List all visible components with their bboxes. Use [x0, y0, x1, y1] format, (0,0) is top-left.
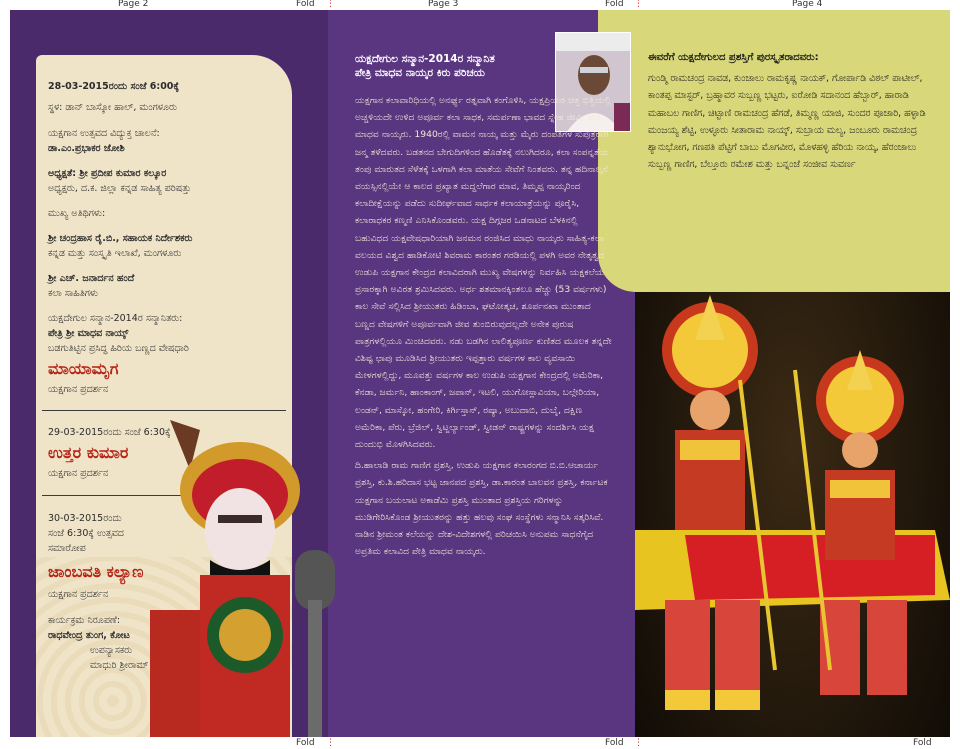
- bio-title: [355, 52, 555, 80]
- bottom-fold-marker-2: ⋮: [634, 738, 643, 748]
- president-role: ಅಧ್ಯಕ್ಷರು, ದ.ಕ. ಜಿಲ್ಲಾ ಕನ್ನಡ ಸಾಹಿತ್ಯ ಪರಿಷತ್ತು: [48, 183, 192, 194]
- event3-date: 30-03-2015ರಂದು: [48, 513, 122, 524]
- inauguration-label: ಯಕ್ಷಗಾನ ಉತ್ಸವದ ವಿದ್ಯುಕ್ತ ಚಾಲನೆ:: [48, 128, 160, 139]
- event2-date: 29-03-2015ರಂದು ಸಂಜೆ 6:30ಕ್ಕೆ: [48, 427, 171, 438]
- event3-time: ಸಂಜೆ 6:30ಕ್ಕೆ ಉತ್ಸವದ: [48, 528, 124, 539]
- show2-title: ಉತ್ತರ ಕುಮಾರ: [48, 443, 129, 462]
- bottom-fold-label-1: Fold: [296, 738, 315, 748]
- fold-label-1: Fold: [296, 0, 315, 9]
- fold-marker-1: ⋮: [326, 0, 335, 9]
- fold-marker-2: ⋮: [634, 0, 643, 9]
- president-line: ಅಧ್ಯಕ್ಷತೆ: ಶ್ರೀ ಪ್ರದೀಪ ಕುಮಾರ ಕಲ್ಕೂರ: [48, 168, 167, 179]
- awardee-label: ಯಕ್ಷದೇಗುಲ ಸನ್ಮಾನ-2014ರ ಸನ್ಮಾನಿತರು:: [48, 313, 183, 324]
- host-label: ಕಾರ್ಯಕ್ರಮ ನಿರೂಪಣೆ:: [48, 615, 121, 626]
- host2-name: ಮಾಧುರಿ ಶ್ರೀರಾಮ್: [90, 660, 149, 671]
- inaugurator-name: ಡಾ.ಎಂ.ಪ್ರಭಾಕರ ಜೋಶಿ: [48, 143, 125, 154]
- show3-subtitle: ಯಕ್ಷಗಾನ ಪ್ರದರ್ಶನ: [48, 589, 109, 600]
- show2-subtitle: ಯಕ್ಷಗಾನ ಪ್ರದರ್ಶನ: [48, 468, 109, 479]
- page2-label: Page 2: [118, 0, 149, 9]
- guest1-name: ಶ್ರೀ ಚಂದ್ರಹಾಸ ರೈ.ಬಿ., ಸಹಾಯಕ ನಿರ್ದೇಶಕರು: [48, 233, 193, 244]
- bio-text: [355, 92, 613, 560]
- guest2-role: ಕಲಾ ಸಾಹಿತಿಗಳು: [48, 288, 99, 299]
- show1-subtitle: ಯಕ್ಷಗಾನ ಪ್ರದರ್ಶನ: [48, 384, 109, 395]
- event1-date: 28-03-2015ರಂದು ಸಂಜೆ 6:00ಕ್ಕೆ: [48, 81, 179, 92]
- bio-title-line2: ಪೇತ್ರಿ ಮಾಧವ ನಾಯ್ಕರ ಕಿರು ಪರಿಚಯ: [355, 67, 485, 79]
- bottom-fold-label-3: Fold: [913, 738, 932, 748]
- bottom-fold-label-2: Fold: [605, 738, 624, 748]
- show3-title: ಜಾಂಬವತಿ ಕಲ್ಯಾಣ: [48, 562, 144, 581]
- host1-name: ರಾಧವೇಂದ್ರ ತುಂಗ, ಕೋಟ: [48, 630, 130, 641]
- show1-title: ಮಾಯಾಮೃಗ: [48, 359, 119, 378]
- event3-closing: ಸಮಾರೋಪ: [48, 543, 86, 554]
- guest1-role: ಕನ್ನಡ ಮತ್ತು ಸಂಸ್ಕೃತಿ ಇಲಾಖೆ, ಮಂಗಳೂರು: [48, 248, 182, 259]
- bio-title-line1: ಯಕ್ಷದೇಗುಲ ಸನ್ಮಾನ-2014ರ ಸನ್ಮಾನಿತ: [355, 53, 495, 65]
- awardee-name: ಪೇತ್ರಿ ಶ್ರೀ ಮಾಧವ ನಾಯ್ಕ್: [48, 328, 129, 339]
- bottom-fold-marker-1: ⋮: [326, 738, 335, 748]
- bio-paragraph-1: ಯಕ್ಷಗಾನ ಕಲಾವಾರಿಧಿಯಲ್ಲಿ ಅನರ್ಘ್ಯ ರತ್ನವಾಗಿ ಕಂಗೊಳಿಸಿ, ಯಕ್ಷಪ್ರಿಯರ ಚಿತ್ತ ಭಿತ್ತಿಯಲ್ಲಿ ಅಚ್ಚಳಿಯದೇ ಉಳಿದ ಅಪೂರ್ವ ಕಲಾ ಸಾಧಕ, ಸಮರ್ಪಣಾ ಭಾವದ ಸ್ನೇಹ ಜೀವಿ, ಪೇತ್ರಿ ಮಾಧವ ನಾಯ್ಕರು. 1940ರಲ್ಲಿ ವಾಮನ ನಾಯ್ಕ ಮತ್ತು ಮೈರು ದಂಪತಿಗಳ ಸುಪುತ್ರರಾಗಿ ಜನ್ಮ ತಳೆದವರು. ಬಡತನದ ಬೇಗುದಿಗಳಿಂದ ಹೊಡೆತಕ್ಕೆ ನಲುಗಿದರೂ, ಕಲಾ ಸಂಪನ್ನತೆಯ ತಂಪು ಮಾರುತದ ಸೆಳೆತಕ್ಕೆ ಒಳಗಾಗಿ ಕಲಾ ಮಾತೆಯ ಸೇವೆಗೆ ನಿಂತವರು. ತನ್ನ ಹದಿನಾಲ್ಕನೆ ವಯಸ್ಸಿನಲ್ಲಿಯೇ ಆ ಕಾಲದ ಪ್ರಖ್ಯಾತ ಮದ್ದಲೆಗಾರ ಮಾವ, ತಿಮ್ಮಪ್ಪ ನಾಯ್ಕರಿಂದ ಕಲಾದೀಕ್ಷೆಯನ್ನು ಪಡೆದು ಸುದೀರ್ಘವಾದ ಸಾರ್ಥಕ ಕಲಾಯಾತ್ರೆಯನ್ನು ಪೂರೈಸಿ, ಕಲಾರಾಧಕರ ಕಣ್ಮಣಿ ಎನಿಸಿಕೊಂಡವರು. ಯಕ್ಷ ದಿಗ್ಗಜರ ಒಡನಾಟದ ಬೆಳಕಿನಲ್ಲಿ ಬಹುವಿಧದ ಯಕ್ಷವೇಷಧಾರಿಯಾಗಿ ಜನಮನ ರಂಜಿಸಿದ ಮಾಧು ನಾಯ್ಕರು ಸಾಹಿತ್ಯ-ಕಲಾ ವಲಯದ ವಿಶ್ವದ ಹಾಡಿಕೋಟಿ ಶಿವರಾಮ ಕಾರಂತರ ಗರಡಿಯಲ್ಲಿ ಪಳಗಿ ಅವರ ನೇತೃತ್ವದ ಉಡುಪಿ ಯಕ್ಷಗಾನ ಕೇಂದ್ರದ ಕಲಾವಿದರಾಗಿ ಮುಖ್ಯ ವೇಷಗಳನ್ನು ನಿರ್ವಹಿಸಿ ಯಕ್ಷಕಲೆಯ ಪ್ರಸಾರಕ್ಕಾಗಿ ಅವಿರತ ಶ್ರಮಿಸಿದವರು. ಅರ್ಧ ಶತಮಾನಕ್ಕಿಂತಲೂ ಹೆಚ್ಚು (53 ವರ್ಷಗಳು) ಕಾಲ ಸೇವೆ ಸಲ್ಲಿಸಿದ ಶ್ರೀಯುತರು ಹಿಡಿಂಬಾ, ಘಟೋತ್ಕಚ, ಶೂರ್ಪನಖಾ ಮುಂತಾದ ಬಣ್ಣದ ವೇಷಗಳಿಗೆ ಅಪೂರ್ವವಾಗಿ ಜೀವ ತುಂಬಿರುವುದಲ್ಲದೇ ಅನೇಕ ಪುರುಷ ಪಾತ್ರಗಳಲ್ಲಿಯೂ ಮಿಂಚಿದವರು. ನಡು ಬಡಗಿನ ಲಾಲಿತ್ಯಪೂರ್ಣ ಕುಣಿತದ ಮೂಲಕ ತನ್ನದೇ ವಿಶಿಷ್ಟ ಛಾಪು ಮೂಡಿಸಿದ ಶ್ರೀಯುತರು ಇಪ್ಪತ್ತಾರು ವರ್ಷಗಳ ಕಾಲ ವ್ಯವಸಾಯಿ ಮೇಳಗಳಲ್ಲಿದ್ದು, ಮೂವತ್ತು ವರ್ಷಗಳ ಕಾಲ ಉಡುಪಿ ಯಕ್ಷಗಾನ ಕೇಂದ್ರದಲ್ಲಿ ಅಮೆರಿಕಾ, ಕೆನಡಾ, ಜರ್ಮನಿ, ಹಾಂಕಾಂಗ್, ಜಪಾನ್, ಇಟಲಿ, ಯುಗೋಸ್ಲಾವಿಯಾ, ಬಲ್ಗೇರಿಯಾ, ಲಂಡನ್, ಮಾಸ್ಕೋ, ಹಂಗೇರಿ, ಕಿರ್ಗಿಸ್ತಾನ್, ರಷ್ಯಾ, ಅಬುದಾಬಿ, ದುಬೈ, ದಕ್ಷಿಣ ಅಮೆರಿಕಾ, ಪೆರು, ಬ್ರೆಜಿಲ್, ಸ್ವಿಟ್ಜರ್ಲ್ಯಾಂಡ್, ಸ್ವೀಡನ್ ರಾಷ್ಟ್ರಗಳನ್ನು ಸಂದರ್ಶಿಸಿ ಯಕ್ಷ ದುಂದುಭಿ ಮೊಳಗಿಸಿದವರು.: [355, 95, 612, 451]
- guests-label: ಮುಖ್ಯ ಅತಿಥಿಗಳು:: [48, 208, 106, 219]
- page4-label: Page 4: [792, 0, 823, 9]
- yakshagana-character-figure: [130, 420, 350, 737]
- awardee-desc: ಬಡಗುತಿಟ್ಟಿನ ಪ್ರಸಿದ್ಧ ಹಿರಿಯ ಬಣ್ಣದ ವೇಷಧಾರಿ: [48, 343, 189, 354]
- page3-label: Page 3: [428, 0, 459, 9]
- event1-venue: ಸ್ಥಳ: ಡಾನ್ ಬಾಸ್ಕೋ ಹಾಲ್, ಮಂಗಳೂರು: [48, 102, 178, 113]
- top-print-bar: [0, 0, 960, 10]
- host1-role: ಉಪನ್ಯಾಸಕರು: [90, 645, 133, 656]
- awardees-title: ಈವರೆಗೆ ಯಕ್ಷದೇಗುಲದ ಪ್ರಶಸ್ತಿಗೆ ಪುರಸ್ಕೃತರಾದವರು:: [648, 52, 819, 63]
- fold-label-2: Fold: [605, 0, 624, 9]
- awardees-list: ಗುಂಡ್ಮಿ ರಾಮಚಂದ್ರ ನಾವಡ, ಕುಂಜಾಲು ರಾಮಕೃಷ್ಣ ನಾಯಕ್, ಗೋರ್ಪಾಡಿ ವಿಠಲ್ ಪಾಟೀಲ್, ಕಾಂತಪ್ಪ ಮಾಸ್ಟರ್, ಬ್ರಹ್ಮಾವರ ಸುಬ್ಬಣ್ಣ ಭಟ್ಟರು, ಐರೋಡಿ ಸದಾನಂದ ಹೆಬ್ಬಾರ್, ಹಾರಾಡಿ ಮಹಾಬಲ ಗಾಣಿಗ, ಚಿಟ್ಟಾಣಿ ರಾಮಚಂದ್ರ ಹೆಗಡೆ, ತಿಮ್ಮಣ್ಣ ಯಾಜಿ, ಸುಂದರ ಪೂಜಾರಿ, ಹಳ್ಳಾಡಿ ಮಂಜಯ್ಯ ಶೆಟ್ಟಿ, ಉಳ್ಳೂರು ಸೀತಾರಾಮ ನಾಯ್ಕ್, ಸುಬ್ರಾಯ ಮಲ್ಯ, ಜಂಬೂರು ರಾಮಚಂದ್ರ ಶ್ಯಾನುಭೋಗ, ಗಣಪತಿ ಪೆಟ್ಟಿಗೆ ಬಾಬು ಮೊಗವೀರ, ಮೊಳಹಳ್ಳಿ ಹೆರಿಯ ನಾಯ್ಕ, ಹೆರಂಜಾಲು ಸುಬ್ಬಣ್ಣ ಗಾಣಿಗ, ಬೆಲ್ತೂರು ರಮೇಶ ಮತ್ತು ಬನ್ನಂಜೆ ಸಂಜೀವ ಸುವರ್ಣ: [648, 73, 926, 171]
- bottom-print-bar: [0, 737, 960, 749]
- divider-1: [42, 410, 286, 411]
- bio-paragraph-2: ದಿ.ಹಾಲಾಡಿ ರಾಮ ಗಾಣಿಗ ಪ್ರಶಸ್ತಿ, ಉಡುಪಿ ಯಕ್ಷಗಾನ ಕಲಾರಂಗದ ಬಿ.ಬಿ.ಆಚಾರ್ಯ ಪ್ರಶಸ್ತಿ, ಕು.ಶಿ.ಹರಿದಾಸ ಭಟ್ಟ ಜಾನಪದ ಪ್ರಶಸ್ತಿ, ಡಾ.ಕಾರಂತ ಬಾಲವನ ಪ್ರಶಸ್ತಿ, ಕರ್ನಾಟಕ ಯಕ್ಷಗಾನ ಬಯಲಾಟ ಅಕಾಡೆಮಿ ಪ್ರಶಸ್ತಿ ಮುಂತಾದ ಪ್ರಶಸ್ತಿಯ ಗರಿಗಳನ್ನು ಮುಡಿಗೇರಿಸಿಕೊಂಡ ಶ್ರೀಯುತರನ್ನು ಹತ್ತು ಹಲವು ಸಂಘ ಸಂಸ್ಥೆಗಳು ಸನ್ಮಾನಿಸಿ ಸತ್ಕರಿಸಿವೆ. ನಾಡಿನ ಶ್ರೀಮಂತ ಕಲೆಯನ್ನು ದೇಶ-ವಿದೇಶಗಳಲ್ಲಿ ಪರಿಚಯಿಸಿ ಅನುಪಮ ಸಾಧನೆಗೈದ ಅಪ್ರತಿಮ ಕಲಾವಿದ ಪೇತ್ರಿ ಮಾಧವ ನಾಯ್ಕರು.: [355, 460, 608, 558]
- guest2-name: ಶ್ರೀ ಎಚ್. ಜನಾರ್ದನ ಹಂದೆ: [48, 273, 135, 284]
